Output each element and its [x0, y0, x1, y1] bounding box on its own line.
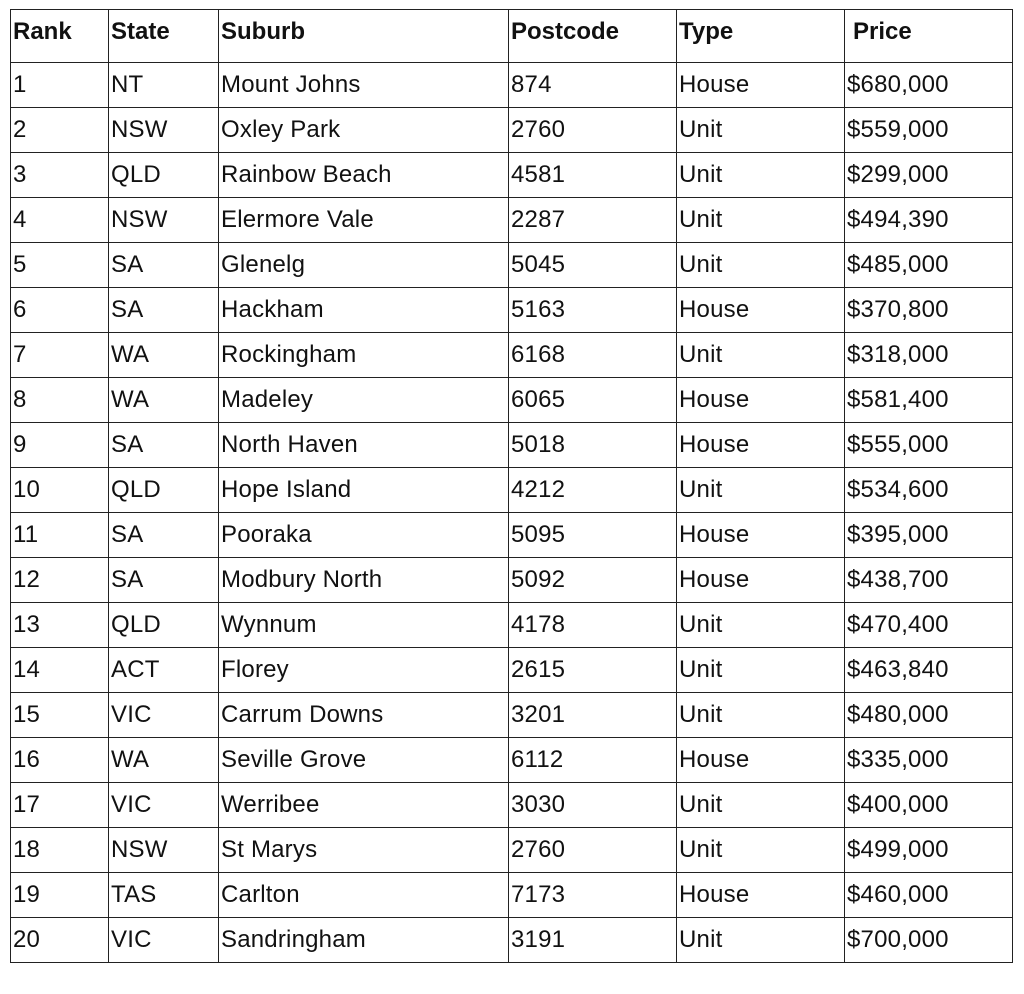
cell-postcode: 5018	[509, 423, 677, 468]
cell-suburb: Rockingham	[219, 333, 509, 378]
cell-rank: 13	[11, 603, 109, 648]
cell-state: NSW	[109, 828, 219, 873]
price-table	[10, 9, 1013, 963]
cell-suburb: Florey	[219, 648, 509, 693]
cell-rank: 14	[11, 648, 109, 693]
cell-suburb: Hackham	[219, 288, 509, 333]
cell-state: VIC	[109, 783, 219, 828]
cell-rank: 6	[11, 288, 109, 333]
table-row	[11, 108, 1013, 153]
cell-rank: 17	[11, 783, 109, 828]
cell-postcode: 2760	[509, 108, 677, 153]
table-body	[11, 63, 1013, 963]
cell-rank: 9	[11, 423, 109, 468]
cell-type: Unit	[677, 783, 845, 828]
header-postcode: Postcode	[509, 10, 677, 63]
cell-state: NSW	[109, 108, 219, 153]
cell-price: $480,000	[845, 693, 1013, 738]
cell-suburb: Werribee	[219, 783, 509, 828]
table-row	[11, 558, 1013, 603]
cell-type: Unit	[677, 603, 845, 648]
cell-postcode: 874	[509, 63, 677, 108]
table-row	[11, 288, 1013, 333]
table-row	[11, 423, 1013, 468]
cell-rank: 2	[11, 108, 109, 153]
header-suburb: Suburb	[219, 10, 509, 63]
cell-state: SA	[109, 513, 219, 558]
cell-suburb: Wynnum	[219, 603, 509, 648]
table-row	[11, 198, 1013, 243]
cell-state: QLD	[109, 603, 219, 648]
cell-suburb: Pooraka	[219, 513, 509, 558]
cell-type: Unit	[677, 648, 845, 693]
cell-suburb: Oxley Park	[219, 108, 509, 153]
cell-postcode: 5095	[509, 513, 677, 558]
cell-postcode: 6168	[509, 333, 677, 378]
cell-type: House	[677, 423, 845, 468]
cell-postcode: 5092	[509, 558, 677, 603]
header-price: Price	[845, 10, 1013, 63]
cell-rank: 7	[11, 333, 109, 378]
table-header	[11, 10, 1013, 63]
cell-postcode: 2615	[509, 648, 677, 693]
cell-rank: 1	[11, 63, 109, 108]
cell-postcode: 3201	[509, 693, 677, 738]
cell-price: $494,390	[845, 198, 1013, 243]
cell-type: Unit	[677, 918, 845, 963]
cell-rank: 20	[11, 918, 109, 963]
cell-rank: 11	[11, 513, 109, 558]
table-row	[11, 783, 1013, 828]
table-row	[11, 153, 1013, 198]
cell-postcode: 2760	[509, 828, 677, 873]
cell-state: VIC	[109, 918, 219, 963]
cell-postcode: 3191	[509, 918, 677, 963]
cell-price: $534,600	[845, 468, 1013, 513]
table-row	[11, 693, 1013, 738]
cell-suburb: Hope Island	[219, 468, 509, 513]
cell-type: Unit	[677, 693, 845, 738]
cell-type: Unit	[677, 108, 845, 153]
cell-type: House	[677, 63, 845, 108]
cell-suburb: Rainbow Beach	[219, 153, 509, 198]
cell-price: $370,800	[845, 288, 1013, 333]
table-row	[11, 648, 1013, 693]
cell-state: NSW	[109, 198, 219, 243]
table-row	[11, 513, 1013, 558]
cell-postcode: 4212	[509, 468, 677, 513]
cell-rank: 18	[11, 828, 109, 873]
cell-state: SA	[109, 423, 219, 468]
cell-state: TAS	[109, 873, 219, 918]
cell-type: House	[677, 558, 845, 603]
cell-price: $400,000	[845, 783, 1013, 828]
cell-price: $335,000	[845, 738, 1013, 783]
cell-price: $470,400	[845, 603, 1013, 648]
cell-state: QLD	[109, 153, 219, 198]
table-row	[11, 603, 1013, 648]
cell-price: $299,000	[845, 153, 1013, 198]
cell-rank: 15	[11, 693, 109, 738]
table-row	[11, 873, 1013, 918]
cell-suburb: Madeley	[219, 378, 509, 423]
cell-rank: 5	[11, 243, 109, 288]
table-row	[11, 63, 1013, 108]
cell-state: SA	[109, 288, 219, 333]
cell-postcode: 4178	[509, 603, 677, 648]
cell-suburb: Mount Johns	[219, 63, 509, 108]
cell-price: $700,000	[845, 918, 1013, 963]
table-row	[11, 918, 1013, 963]
cell-state: WA	[109, 333, 219, 378]
cell-state: NT	[109, 63, 219, 108]
cell-type: Unit	[677, 828, 845, 873]
cell-price: $463,840	[845, 648, 1013, 693]
cell-suburb: Seville Grove	[219, 738, 509, 783]
cell-price: $460,000	[845, 873, 1013, 918]
header-state: State	[109, 10, 219, 63]
cell-type: House	[677, 288, 845, 333]
cell-suburb: Elermore Vale	[219, 198, 509, 243]
cell-suburb: Carrum Downs	[219, 693, 509, 738]
cell-price: $581,400	[845, 378, 1013, 423]
cell-rank: 19	[11, 873, 109, 918]
table-row	[11, 378, 1013, 423]
cell-type: House	[677, 738, 845, 783]
cell-price: $318,000	[845, 333, 1013, 378]
cell-price: $485,000	[845, 243, 1013, 288]
cell-type: House	[677, 873, 845, 918]
table-row	[11, 738, 1013, 783]
cell-type: Unit	[677, 468, 845, 513]
cell-rank: 4	[11, 198, 109, 243]
cell-rank: 16	[11, 738, 109, 783]
cell-state: WA	[109, 738, 219, 783]
cell-type: Unit	[677, 198, 845, 243]
cell-type: House	[677, 513, 845, 558]
cell-postcode: 6112	[509, 738, 677, 783]
cell-type: House	[677, 378, 845, 423]
cell-suburb: Glenelg	[219, 243, 509, 288]
cell-state: SA	[109, 243, 219, 288]
table-row	[11, 828, 1013, 873]
cell-postcode: 5045	[509, 243, 677, 288]
cell-suburb: Sandringham	[219, 918, 509, 963]
cell-suburb: Modbury North	[219, 558, 509, 603]
cell-type: Unit	[677, 153, 845, 198]
cell-postcode: 6065	[509, 378, 677, 423]
cell-postcode: 7173	[509, 873, 677, 918]
cell-rank: 3	[11, 153, 109, 198]
cell-rank: 8	[11, 378, 109, 423]
cell-postcode: 4581	[509, 153, 677, 198]
cell-state: SA	[109, 558, 219, 603]
cell-price: $395,000	[845, 513, 1013, 558]
table-row	[11, 243, 1013, 288]
cell-suburb: North Haven	[219, 423, 509, 468]
table-row	[11, 333, 1013, 378]
cell-suburb: St Marys	[219, 828, 509, 873]
cell-state: ACT	[109, 648, 219, 693]
cell-suburb: Carlton	[219, 873, 509, 918]
header-type: Type	[677, 10, 845, 63]
cell-state: WA	[109, 378, 219, 423]
cell-postcode: 5163	[509, 288, 677, 333]
cell-state: VIC	[109, 693, 219, 738]
cell-type: Unit	[677, 243, 845, 288]
cell-price: $438,700	[845, 558, 1013, 603]
cell-rank: 10	[11, 468, 109, 513]
cell-state: QLD	[109, 468, 219, 513]
cell-postcode: 2287	[509, 198, 677, 243]
cell-price: $555,000	[845, 423, 1013, 468]
cell-rank: 12	[11, 558, 109, 603]
cell-price: $680,000	[845, 63, 1013, 108]
header-row	[11, 10, 1013, 63]
cell-type: Unit	[677, 333, 845, 378]
cell-price: $559,000	[845, 108, 1013, 153]
table-row	[11, 468, 1013, 513]
cell-postcode: 3030	[509, 783, 677, 828]
header-rank: Rank	[11, 10, 109, 63]
cell-price: $499,000	[845, 828, 1013, 873]
